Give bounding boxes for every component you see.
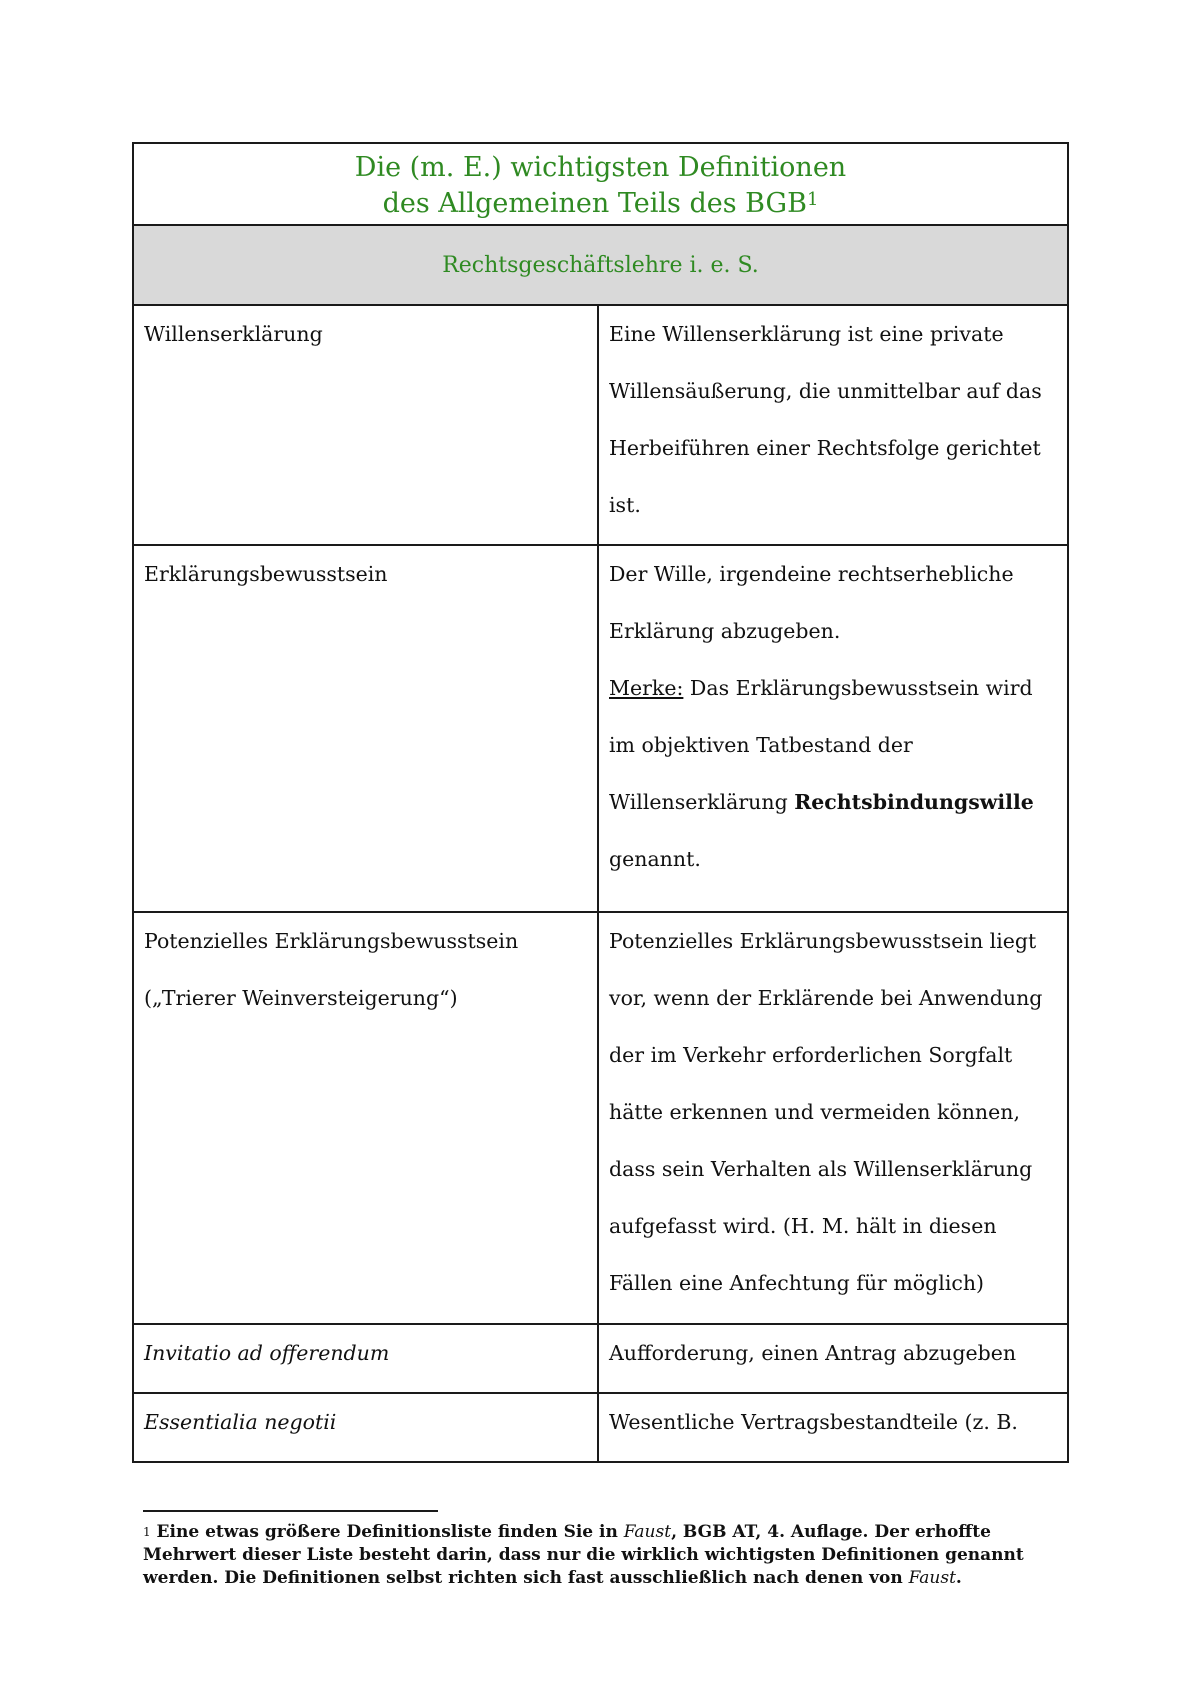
definition-text: Aufforderung, einen Antrag abzugeben <box>609 1341 1017 1365</box>
table-row <box>133 305 1068 545</box>
definition-cell <box>598 545 1068 912</box>
note-paragraph <box>609 660 1057 888</box>
term-text: Invitatio ad offerendum <box>144 1341 390 1365</box>
term-text-line-2: („Trierer Weinversteigerung“) <box>144 986 458 1010</box>
footnote-author-1: Faust <box>623 1522 672 1542</box>
footnote-divider <box>143 1510 438 1512</box>
definition-text: Potenzielles Erklärungsbewusstsein liegt vor, wenn der Erklärende bei Anwendung der im Verkehr erforderlichen Sorgfalt hätte erkennen und vermeiden können, dass sein Verhalten als Willenserklärung aufgefasst wird. (H. M. hält in diesen Fällen eine Anfechtung für möglich) <box>609 929 1043 1295</box>
section-row <box>133 225 1068 305</box>
footnote-text-1: Eine etwas größere Definitionsliste finden Sie in <box>150 1522 624 1542</box>
definition-text: Der Wille, irgendeine rechtserhebliche Erklärung abzugeben. <box>609 562 1014 643</box>
term-cell <box>133 912 598 1324</box>
definition-text: Wesentliche Vertragsbestandteile (z. B. <box>609 1410 1018 1434</box>
note-text-after: genannt. <box>609 847 701 871</box>
document-title-line-2 <box>134 186 1067 222</box>
note-label: Merke: <box>609 676 684 700</box>
definition-cell <box>598 912 1068 1324</box>
definition-cell <box>598 305 1068 545</box>
definitions-table <box>132 142 1069 1463</box>
term-cell <box>133 545 598 912</box>
table-row <box>133 1393 1068 1462</box>
definition-cell <box>598 1324 1068 1393</box>
term-text-line-1: Potenzielles Erklärungsbewusstsein <box>144 929 519 953</box>
term-text: Essentialia negotii <box>144 1410 337 1434</box>
note-text-before: Das Erklärungsbewusstsein wird im objektiven Tatbestand der Willenserklärung <box>609 676 1033 814</box>
section-heading-cell <box>133 225 1068 305</box>
section-heading: Rechtsgeschäftslehre i. e. S. <box>442 252 759 278</box>
term-text: Willenserklärung <box>144 322 323 346</box>
document-title-line-2-text: des Allgemeinen Teils des BGB <box>382 188 807 219</box>
table-row <box>133 912 1068 1324</box>
title-row <box>133 143 1068 225</box>
term-cell <box>133 1393 598 1462</box>
title-footnote-mark: 1 <box>806 189 819 210</box>
footnote <box>143 1521 1068 1590</box>
footnote-text-3: . <box>955 1568 962 1588</box>
term-cell <box>133 305 598 545</box>
table-row <box>133 1324 1068 1393</box>
term-cell <box>133 1324 598 1393</box>
definition-text: Eine Willenserklärung ist eine private Willensäußerung, die unmittelbar auf das Herbeiführen einer Rechtsfolge gerichtet ist. <box>609 322 1042 517</box>
footnote-author-2: Faust <box>908 1568 956 1588</box>
table-row <box>133 545 1068 912</box>
note-bold-term: Rechtsbindungswille <box>794 790 1034 814</box>
definition-cell <box>598 1393 1068 1462</box>
footnote-text-2: , BGB AT, 4. Auflage. Der erhoffte Mehrwert dieser Liste besteht darin, dass nur die wirklich wichtigsten Definitionen genannt werden. Die Definitionen selbst richten sich fast ausschließlich nach denen von <box>143 1522 1024 1588</box>
footnote-mark: 1 <box>143 1525 151 1539</box>
term-text: Erklärungsbewusstsein <box>144 562 388 586</box>
title-cell <box>133 143 1068 225</box>
document-title-line-1: Die (m. E.) wichtigsten Definitionen <box>354 152 847 183</box>
